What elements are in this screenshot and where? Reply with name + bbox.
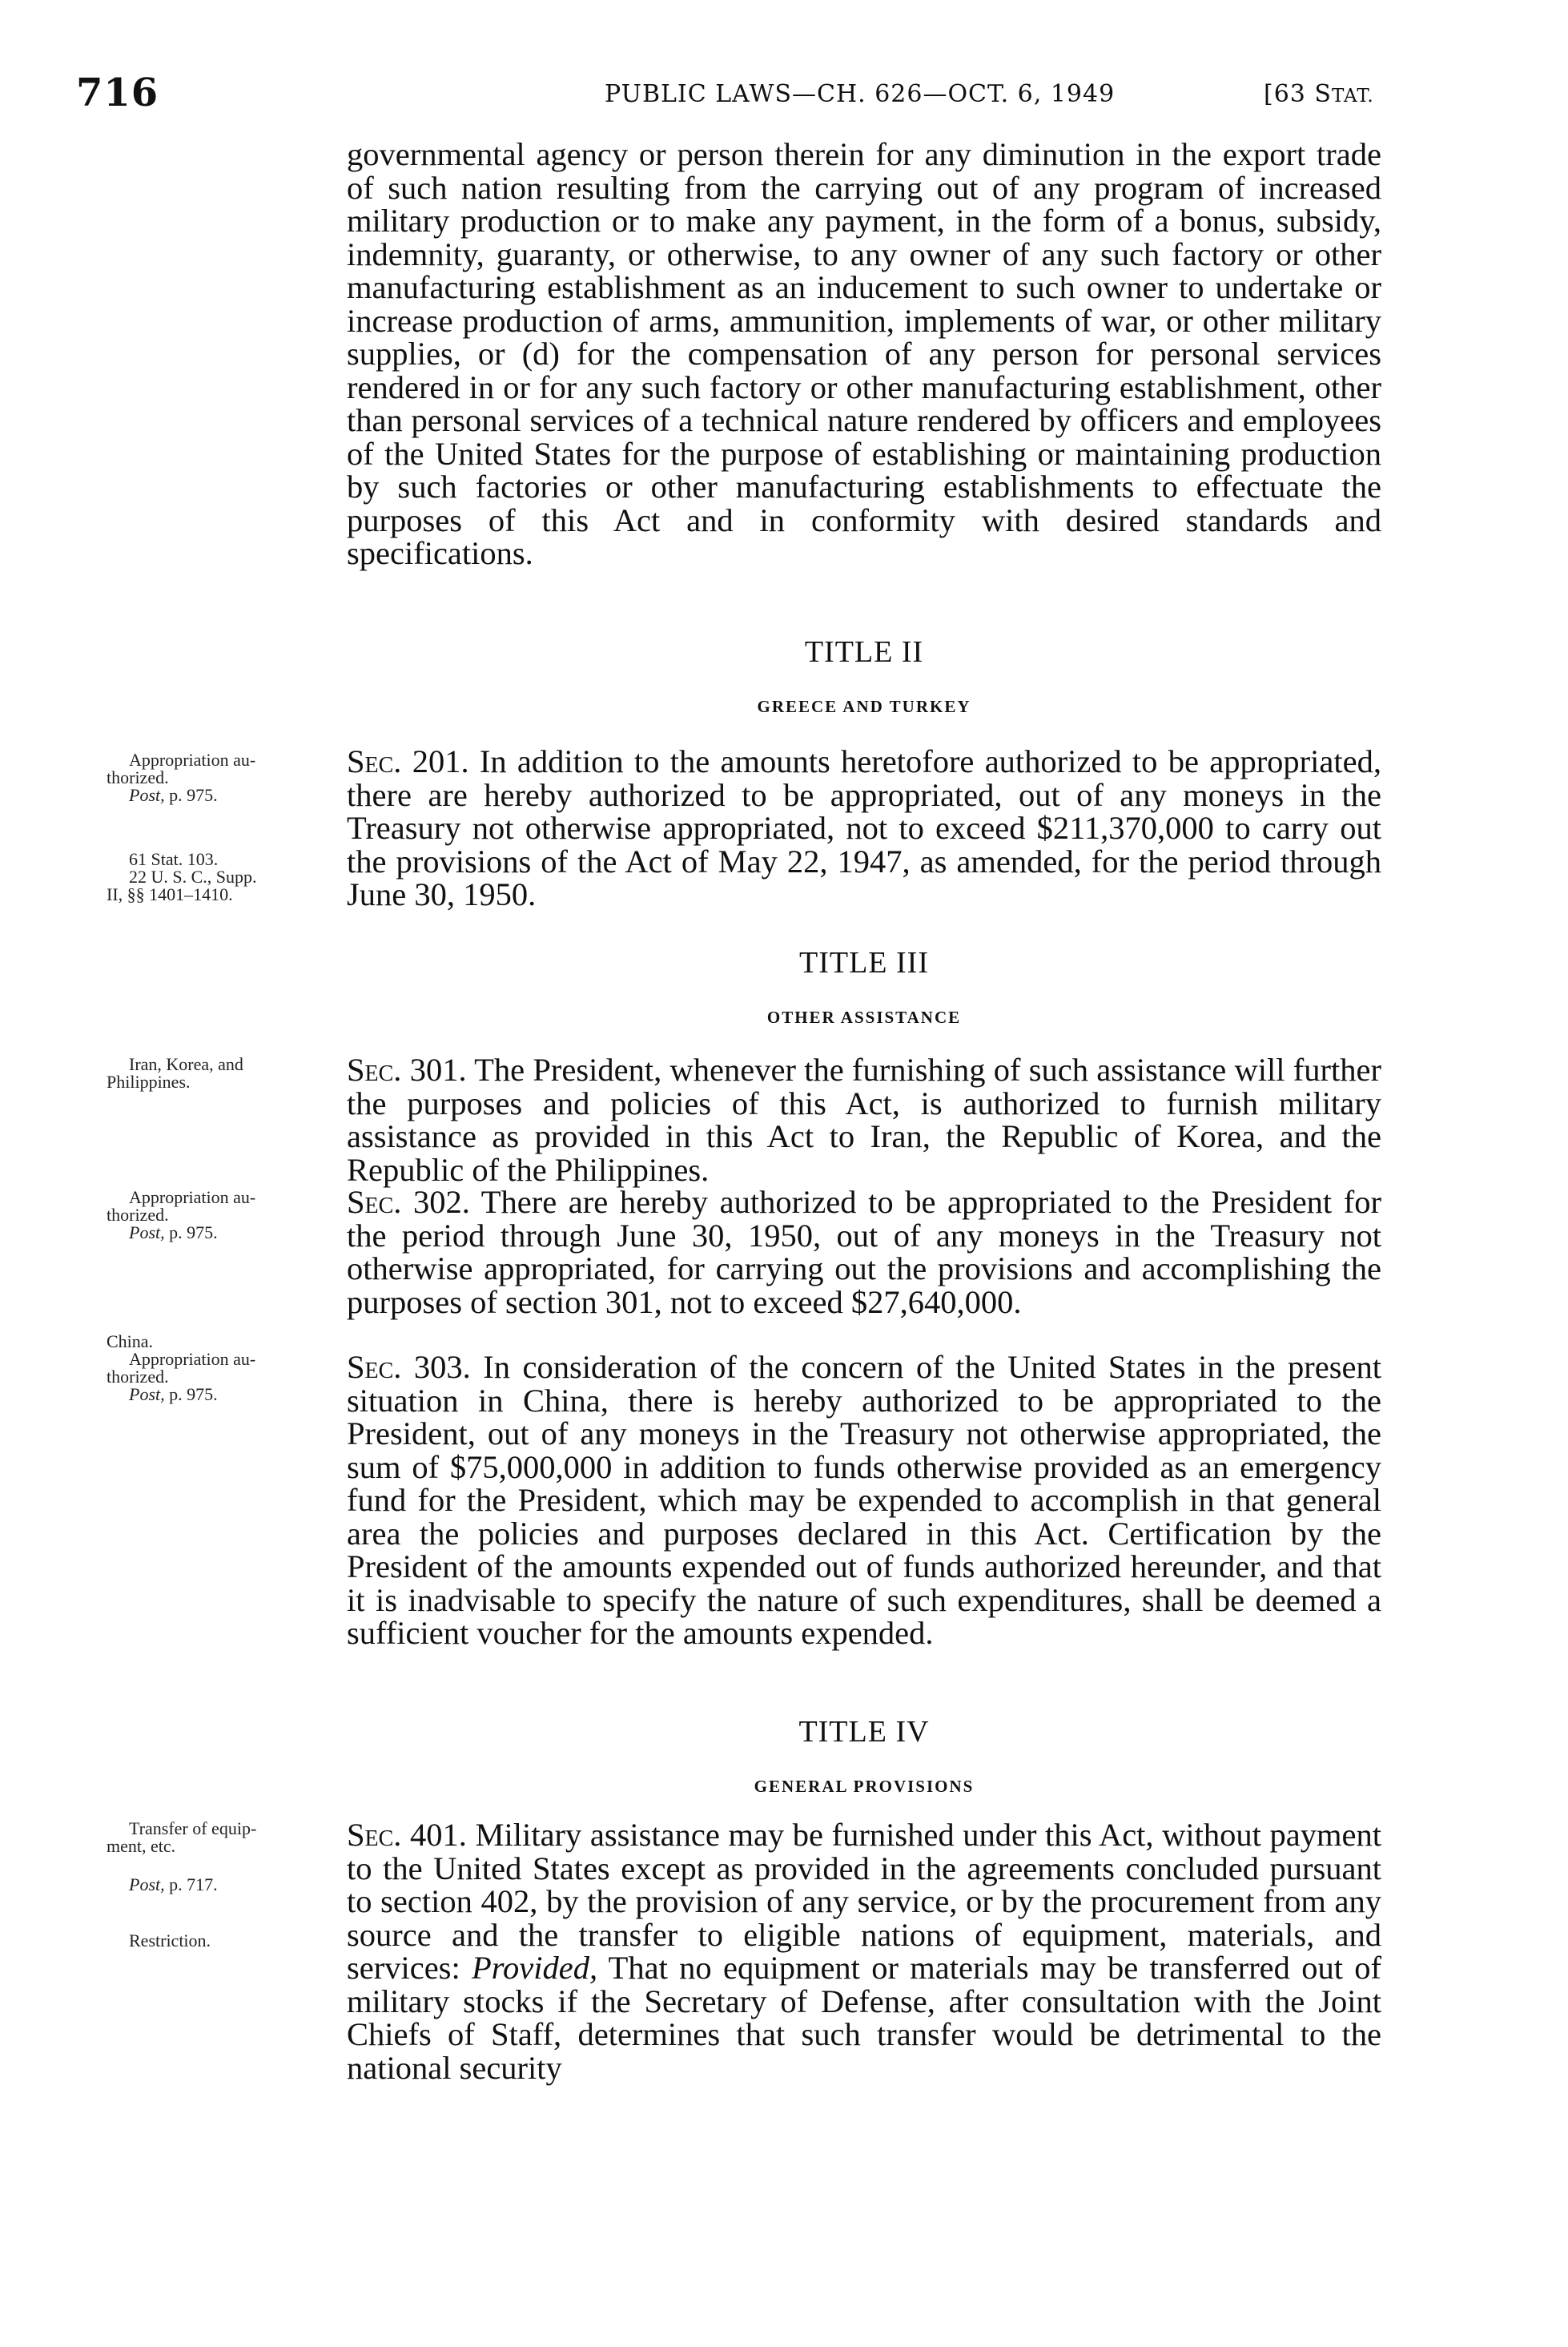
statute-ref-prefix: [63 S [1264,80,1332,108]
section-301-label: Sec. 301. [347,1052,467,1088]
section-303 [347,1351,1381,1650]
margin-note-line: II, §§ 1401–1410. [107,884,233,904]
title-iv-subheading: GENERAL PROVISIONS [754,1777,975,1796]
margin-note-line: thorized. [107,1205,169,1225]
section-401-provided: Provided, [472,1950,598,1986]
title-iii-heading: TITLE III [799,946,929,980]
section-401-text-a: Military assistance may be furnished under this Act, without payment to the United States except as provided in the agreements concluded pursuant to section 402, by the provision of any service, or by the procurement from any source and the transfer to eligible nations of equipment, materials, and services: [347,1817,1381,1986]
section-201 [347,745,1381,912]
running-header [0,70,1568,119]
margin-note-line: Iran, Korea, and [129,1054,243,1074]
margin-note-line: 22 U. S. C., Supp. [129,867,257,887]
margin-note-post [107,1386,339,1403]
section-401-text-b: That no equipment or materials may be transferred out of military stocks if the Secretary of Defense, after consultation with the Joint Chiefs of Staff, determines that such transfer would be detrimental to the national security [347,1950,1381,2086]
section-302 [347,1186,1381,1318]
margin-note-line: China. [107,1331,154,1351]
margin-note-post-label: Post, [129,785,165,805]
margin-note-appropriation-201 [107,751,339,804]
title-iv-heading: TITLE IV [798,1715,930,1749]
continuation-paragraph [347,138,1381,570]
margin-note-line: thorized. [107,1367,169,1387]
section-303-text: In consideration of the concern of the United States in the present situation in China, there is hereby authorized to be appropriated to the President, out of any moneys in the Treasury not otherwise appropriated, the sum of $75,000,000 in addition to funds otherwise provided as an emergency fund for the President, which may be expended to accomplish in that general area the policies and purposes declared in this Act. Certification by the President of the amounts expended out of funds authorized hereunder, and that it is inadvisable to specify the nature of such expenditures, shall be deemed a sufficient voucher for the amounts expended. [347,1349,1381,1651]
margin-note-line: ment, etc. [107,1836,176,1856]
margin-note-page: p. 975. [169,1222,218,1242]
margin-note-line: 61 Stat. 103. [129,849,219,869]
margin-note-china [107,1333,339,1403]
margin-note-line: thorized. [107,767,169,787]
margin-note-line: Appropriation au- [129,1187,256,1207]
margin-note-post-label: Post, [129,1874,165,1894]
section-201-text: In addition to the amounts heretofore authorized to be appropriated, there are hereby authorized to be appropriated, out of any moneys in the Treasury not otherwise appropriated, not to exceed $211,370,000 to carry out the provisions of the Act of May 22, 1947, as amended, for the period through June 30, 1950. [347,743,1381,912]
statute-reference [1264,80,1374,108]
title-iii-subheading: OTHER ASSISTANCE [766,1008,962,1027]
margin-note-page: p. 975. [169,785,218,805]
margin-note-transfer [107,1820,339,1894]
continuation-text: governmental agency or person therein for any diminution in the export trade of such nation resulting from the carrying out of any program of increased military production or to make any payment, in the form of a bonus, subsidy, indemnity, guaranty, or otherwise, to any owner of any such factory or other manufacturing establishment as an inducement to such owner to undertake or increase production of arms, ammunition, implements of war, or other military supplies, or (d) for the compensation of any person for personal services rendered in or for any such factory or other manufacturing establishment, other than personal services of a technical nature rendered by officers and employees of the United States for the purpose of establishing or maintaining production by such factories or other manufacturing establishments to effectuate the purposes of this Act and in conformity with desired standards and specifications. [347,136,1381,571]
margin-note-post-label: Post, [129,1384,165,1404]
page-number: 716 [76,70,159,115]
margin-note-page: p. 975. [169,1384,218,1404]
margin-note-citation-201 [107,851,339,904]
section-401 [347,1818,1381,2084]
section-301-text: The President, whenever the furnishing of such assistance will further the purposes and policies of this Act, is authorized to furnish military assistance as provided in this Act to Iran, the Republic of Korea, and the Republic of the Philippines. [347,1052,1381,1188]
margin-note-post [107,1224,339,1242]
margin-note-iran-korea [107,1056,339,1091]
margin-note-post-label: Post, [129,1222,165,1242]
title-ii-subheading: GREECE AND TURKEY [757,697,971,716]
margin-note-post [107,1876,339,1894]
running-title: PUBLIC LAWS—CH. 626—OCT. 6, 1949 [605,80,1116,108]
title-ii-heading: TITLE II [804,635,924,669]
margin-note-line: Appropriation au- [129,1349,256,1369]
statute-ref-suffix: TAT. [1331,86,1374,107]
margin-note-post [107,787,339,804]
margin-note-line: Philippines. [107,1072,191,1092]
section-302-text: There are hereby authorized to be appropriated to the President for the period through June 30, 1950, out of any moneys in the Treasury not otherwise appropriated, for carrying out the provisions and accomplishing the purposes of section 301, not to exceed $27,640,000. [347,1184,1381,1320]
section-201-label: Sec. 201. [347,743,469,779]
margin-note-line: Appropriation au- [129,750,256,770]
margin-note-restriction [107,1932,339,1950]
margin-note-page: p. 717. [169,1874,218,1894]
section-303-label: Sec. 303. [347,1349,471,1385]
margin-note-line: Transfer of equip- [129,1818,257,1838]
section-301 [347,1053,1381,1186]
margin-note-line: Restriction. [129,1930,211,1950]
margin-note-appropriation-302 [107,1189,339,1242]
section-302-label: Sec. 302. [347,1184,470,1220]
section-401-label: Sec. 401. [347,1817,467,1853]
